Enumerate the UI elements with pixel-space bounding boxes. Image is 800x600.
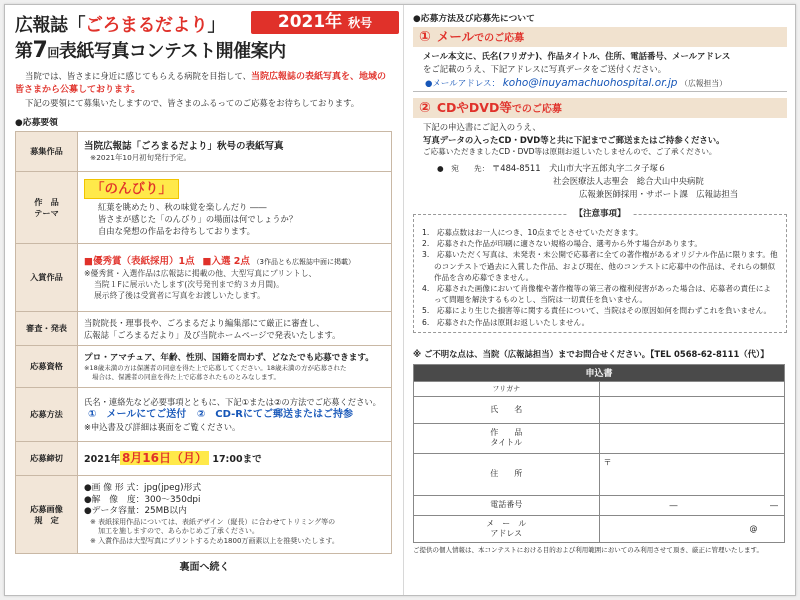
- row-image-spec: 応募画像 規 定 ●画 像 形 式：jpg(jpeg)形式 ●解 像 度：300～350dpi ●データ容量：25MB以内 ※ 表紙採用作品については、表紙デザイン（縦長）に合わせてトリミング等の 加工を施しますので、あらかじめご了承ください。 ※ 入賞作品は大型写真にプリントするため1800万画素以上を推奨いたします。: [16, 476, 392, 554]
- front-side: [5, 5, 402, 596]
- mail-instructions: メール本文に、氏名(フリガナ)、作品タイトル、住所、電話番号、メールアドレス をご記載のうえ、下記アドレスに写真データをご送付ください。: [423, 51, 731, 74]
- application-form: 申込書 フリガナ 氏 名 作 品 タイトル 住 所 〒 電話番号 ― ― メ ー ル アドレス @: [413, 364, 785, 543]
- back-side: [405, 5, 796, 596]
- contact-line: ※ ご不明な点は、当院（広報誌担当）までお問合せください。【TEL 0568-62-8111（代）】: [413, 348, 769, 359]
- row-judging: 審査・発表 当院院長・理事長や、ごろまるだより編集部にて厳正に審査し、 広報誌「ごろまるだより」及び当院ホームページで発表いたします。: [16, 312, 392, 346]
- title-line-1: [15, 11, 394, 36]
- notice-item: 3. 応募いただく写真は、未発表・未公開で応募者に全ての著作権があるオリジナル作品に限ります。他のコンテストで過去に入賞した作品、および現在、他のコンテストに応募中の作品は、それらの類似作品を含め応募できません。: [422, 250, 778, 282]
- row-theme: 作 品 テーマ 「のんびり」 紅葉を眺めたり、秋の味覚を楽しんだり ―― 皆さまが感じた「のんびり」の場面は何でしょうか？ 自由な発想の作品をお待ちしております。: [16, 172, 392, 244]
- furigana-field[interactable]: [599, 381, 785, 396]
- notice-item: 2. 応募された作品が印刷に適さない規格の場合、選考から外す場合があります。: [422, 239, 703, 249]
- issue-badge: [251, 11, 399, 34]
- notice-item: 4. 応募された画像において肖像権や著作権等の第三者の権利侵害があった場合は、応募者の責任によって問題を解決するものとし、当院は一切責任を負いません。: [422, 284, 771, 305]
- title-suffix: 」: [207, 15, 225, 36]
- notice-item: 6. 応募された作品は原則お返しいたしません。: [422, 317, 590, 327]
- magazine-name: ごろまるだより: [85, 15, 208, 36]
- submission-heading: ●応募方法及び応募先について: [413, 14, 535, 24]
- notice-item: 5. 応募により生じた損害等に関する責任について、当院はその原因如何を問わずこれを負いません。: [422, 306, 772, 316]
- theme-title: 「のんびり」: [84, 179, 179, 199]
- notice-item: 1. 応募点数はお一人につき、10点までとさせていただきます。: [422, 228, 643, 237]
- row-deadline: 応募締切 2021年 8月16日（月） 17:00まで: [16, 442, 392, 476]
- notice-box: 【注意事項】 1. 応募点数はお一人につき、10点までとさせていただきます。 2. 応募された作品が印刷に適さない規格の場合、選考から外す場合があります。 3. 応募いただく写真は、未発表・未公開で応募者に全ての著作権があるオリジナル作品に限ります。他のコンテストで過去に入賞した作品、および現在、他のコンテストに応募中の作品は、それらの類似作品を含め応募できません。 4. 応募された画像において肖像権や著作権等の第三者の権利侵害があった場合は、応募者の責任によって問題を解決するものとし、当院は一切責任を負いません。 5. 応募により生じた損害等に関する責任について、当院はその原因如何を問わずこれを負いません。 6. 応募された作品は原則お返しいたしません。: [413, 214, 787, 333]
- cd-instructions: 下記の申込書にご記入のうえ、 写真データの入ったCD・DVD等と共に下記までご郵送またはご持参ください。 ご応募いただきましたCD・DVD等は原則お返しいたしませんので、ご了承ください。: [423, 122, 725, 156]
- phone-field[interactable]: ― ―: [599, 495, 785, 515]
- address-field[interactable]: 〒: [599, 453, 785, 495]
- badge-season: 秋号: [348, 16, 373, 30]
- title-prefix: 広報誌「: [15, 15, 85, 36]
- row-method: 応募方法 氏名・連絡先など必要事項とともに、下記①または②の方法でご応募ください。 ① メールにてご送付 ② CD-Rにてご郵送またはご持参 ※申込書及び詳細は裏面をご覧ください。: [16, 388, 392, 442]
- email-field[interactable]: @: [599, 515, 785, 542]
- intro-text: 当院では、皆さまに身近に感じてもらえる病院を目指して、当院広報誌の表紙写真を、地域の 皆さまから公募しております。 下記の要領にて募集いたしますので、皆さまのふるってのご応募をお待ちしております。: [15, 71, 386, 108]
- contest-number: 7: [32, 38, 48, 63]
- row-eligibility: 応募資格 プロ・アマチュア、年齢、性別、国籍を問わず、どなたでも応募できます。 ※18歳未満の方は保護者の同意を得た上で応募してください。18歳未満の方が応募された 場合は、保護者の同意を得た上で応募されたものとみなします。: [16, 346, 392, 388]
- notice-list: [422, 227, 778, 328]
- continue-label: 裏面へ続く: [179, 562, 230, 573]
- badge-year: 2021年: [277, 12, 343, 32]
- mail-address-line: ●メールアドレス： koho@inuyamachuohospital.or.jp （広報担当）: [413, 77, 787, 92]
- document-page: [4, 4, 796, 596]
- work-title-field[interactable]: [599, 423, 785, 453]
- row-prize: 入賞作品 ■優秀賞（表紙採用）1点 ■入選 2点 （3作品とも広報誌中面に掲載） ※優秀賞・入選作品は広報誌に掲載の他、大型写真にプリントし、 当院１Fに展示いたします(次号発刊まで約３カ月間)。 展示終了後は受賞者に写真をお渡しいたします。: [16, 244, 392, 312]
- requirements-heading: ●応募要領: [15, 118, 58, 128]
- cd-section-header: ② CDやDVD等でのご応募: [413, 98, 787, 118]
- row-works: 募集作品 当院広報誌「ごろまるだより」秋号の表紙写真 ※2021年10月初旬発行予定。: [16, 132, 392, 172]
- title-line-2: 第7回表紙写真コンテスト開催案内: [15, 38, 286, 63]
- column-divider: [403, 5, 404, 596]
- contest-title: 表紙写真コンテスト開催案内: [58, 41, 286, 62]
- mail-section-header: ① メールでのご応募: [413, 27, 787, 47]
- deadline-date: 8月16日（月）: [121, 450, 208, 465]
- postal-destination: ● 宛 先： 〒484-8511 犬山市大字五郎丸字二タ子塚６ 社会医療法人志聖会 総合犬山中央病院 広報兼医師採用・サポート課 広報誌担当: [437, 162, 739, 199]
- requirements-table: [15, 131, 392, 554]
- form-title: 申込書: [414, 364, 785, 381]
- privacy-note: ご提供の個人情報は、本コンテストにおける目的および利用範囲においてのみ利用させて頂き、厳正に管理いたします。: [413, 545, 763, 554]
- name-field[interactable]: [599, 396, 785, 423]
- email-address[interactable]: koho@inuyamachuohospital.or.jp: [502, 77, 678, 89]
